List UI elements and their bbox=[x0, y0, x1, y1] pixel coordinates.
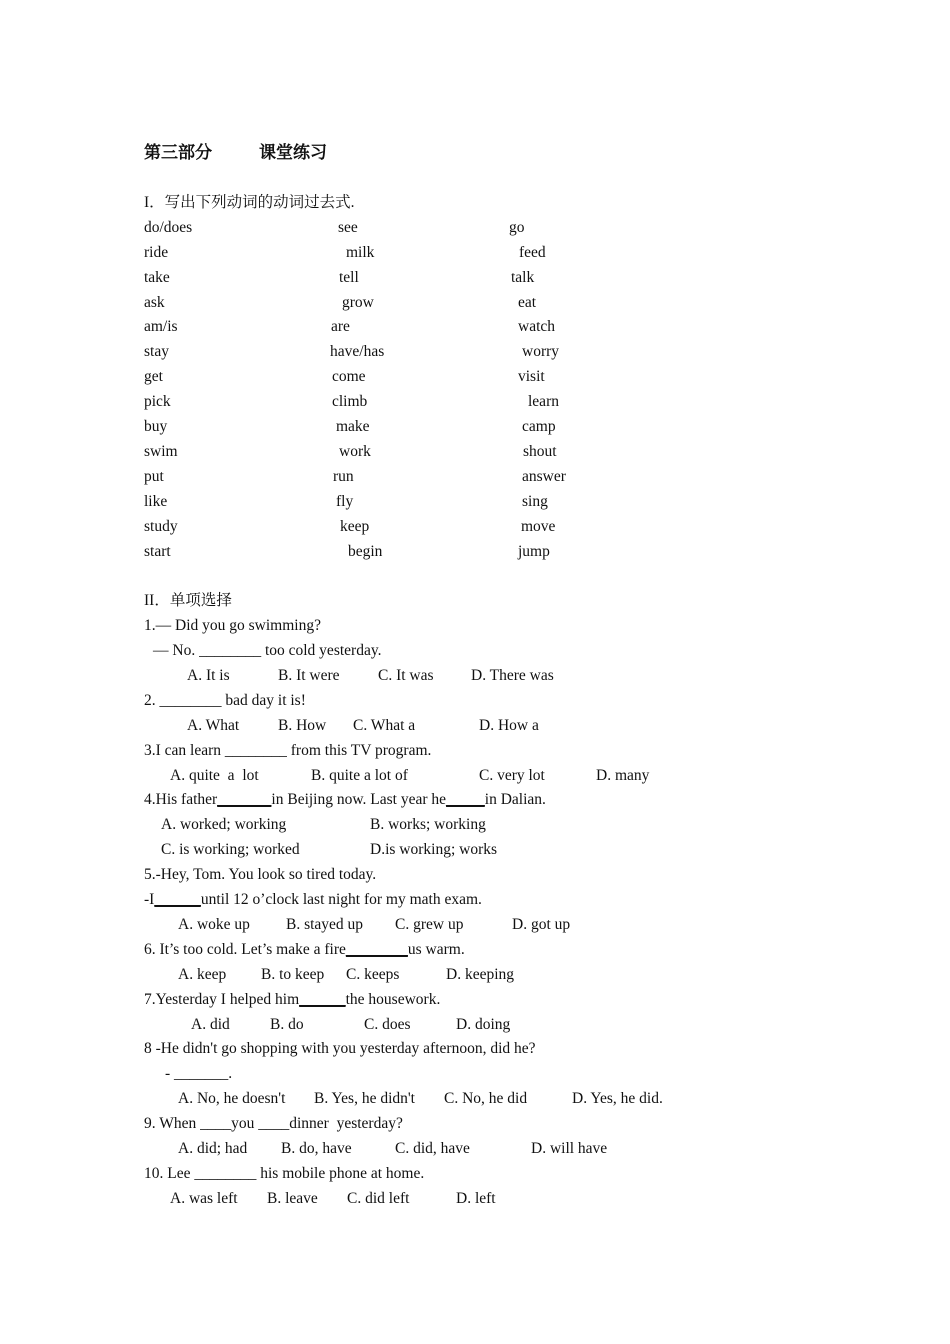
page-title: 课堂练习 bbox=[259, 143, 327, 163]
verb-cell: put bbox=[144, 468, 164, 485]
verb-cell: talk bbox=[511, 269, 535, 286]
verb-cell: watch bbox=[518, 318, 556, 335]
question-1-stem-2: — No. ________ too cold yesterday. bbox=[153, 642, 382, 659]
question-10-option-a: A. was left bbox=[170, 1190, 238, 1207]
question-7-text-2: the housework. bbox=[345, 991, 441, 1008]
question-7-text-1: 7.Yesterday I helped him bbox=[144, 991, 300, 1008]
verb-cell: grow bbox=[342, 294, 374, 311]
question-6-option-c: C. keeps bbox=[346, 966, 400, 983]
verb-cell: get bbox=[144, 368, 163, 385]
question-5-option-c: C. grew up bbox=[395, 916, 464, 933]
verb-cell: study bbox=[144, 518, 178, 535]
question-8-stem: 8 -He didn't go shopping with you yesterday afternoon, did he? bbox=[144, 1040, 536, 1057]
verb-cell: am/is bbox=[144, 318, 178, 335]
question-2-option-c: C. What a bbox=[353, 717, 416, 734]
question-5-text-1: -I bbox=[144, 891, 155, 908]
question-5-option-a: A. woke up bbox=[178, 916, 250, 933]
verb-cell: go bbox=[509, 219, 525, 236]
verb-cell: like bbox=[144, 493, 168, 510]
question-1-option-d: D. There was bbox=[471, 667, 554, 684]
question-7-option-a: A. did bbox=[191, 1016, 230, 1033]
question-5-stem: 5.-Hey, Tom. You look so tired today. bbox=[144, 866, 377, 883]
question-10-option-d: D. left bbox=[456, 1190, 496, 1207]
verb-cell: milk bbox=[346, 244, 375, 261]
question-6-option-d: D. keeping bbox=[446, 966, 515, 983]
verb-cell: take bbox=[144, 269, 170, 286]
verb-cell: begin bbox=[348, 543, 383, 560]
verb-cell: climb bbox=[332, 393, 368, 410]
question-10-stem: 10. Lee ________ his mobile phone at home. bbox=[144, 1165, 425, 1182]
question-6-option-a: A. keep bbox=[178, 966, 227, 983]
verb-cell: answer bbox=[522, 468, 566, 485]
question-10-option-b: B. leave bbox=[267, 1190, 318, 1207]
verb-cell: ask bbox=[144, 294, 165, 311]
question-4-option-b: B. works; working bbox=[370, 816, 486, 833]
question-7-stem bbox=[144, 990, 440, 1010]
verb-cell: visit bbox=[518, 368, 545, 385]
question-5-blank: ______ bbox=[154, 891, 201, 908]
verb-cell: buy bbox=[144, 418, 168, 435]
question-2-option-b: B. How bbox=[278, 717, 327, 734]
question-10-option-c: C. did left bbox=[347, 1190, 410, 1207]
question-8-option-b: B. Yes, he didn't bbox=[314, 1090, 415, 1107]
question-7-option-d: D. doing bbox=[456, 1016, 511, 1033]
verb-cell: do/does bbox=[144, 219, 193, 236]
question-8-stem-2: - _______. bbox=[165, 1065, 233, 1082]
question-4-text-2: in Beijing now. Last year he bbox=[271, 791, 447, 808]
question-6-option-b: B. to keep bbox=[261, 966, 325, 983]
question-4-text-3: in Dalian. bbox=[484, 791, 546, 808]
verb-cell: are bbox=[331, 318, 350, 335]
question-8-option-c: C. No, he did bbox=[444, 1090, 528, 1107]
verb-cell: run bbox=[333, 468, 354, 485]
question-3-stem: 3.I can learn ________ from this TV program. bbox=[144, 742, 432, 759]
question-4-option-a: A. worked; working bbox=[161, 816, 287, 833]
verb-cell: jump bbox=[518, 543, 550, 560]
question-8-option-a: A. No, he doesn't bbox=[178, 1090, 286, 1107]
verb-cell: have/has bbox=[330, 343, 385, 360]
verb-cell: tell bbox=[339, 269, 359, 286]
question-3-option-c: C. very lot bbox=[479, 767, 545, 784]
verb-cell: shout bbox=[523, 443, 557, 460]
question-5-option-b: B. stayed up bbox=[286, 916, 364, 933]
question-7-option-b: B. do bbox=[270, 1016, 304, 1033]
question-1-stem: 1.— Did you go swimming? bbox=[144, 617, 321, 634]
question-7-option-c: C. does bbox=[364, 1016, 411, 1033]
question-4-blank-2: _____ bbox=[446, 791, 485, 808]
verb-cell: work bbox=[339, 443, 371, 460]
question-8-option-d: D. Yes, he did. bbox=[572, 1090, 663, 1107]
question-3-option-b: B. quite a lot of bbox=[311, 767, 408, 784]
question-4-option-d: D.is working; works bbox=[370, 841, 498, 858]
question-5-stem-2 bbox=[144, 890, 482, 910]
verb-cell: stay bbox=[144, 343, 169, 360]
question-1-option-b: B. It were bbox=[278, 667, 340, 684]
question-2-option-a: A. What bbox=[187, 717, 240, 734]
question-6-blank: ________ bbox=[345, 941, 408, 958]
question-2-stem: 2. ________ bad day it is! bbox=[144, 692, 306, 709]
verb-cell: come bbox=[332, 368, 366, 385]
question-9-option-d: D. will have bbox=[531, 1140, 608, 1157]
verb-cell: pick bbox=[144, 393, 171, 410]
section-1-heading: I．写出下列动词的动词过去式. bbox=[144, 194, 355, 211]
question-9-option-a: A. did; had bbox=[178, 1140, 248, 1157]
verb-cell: worry bbox=[522, 343, 560, 360]
verb-cell: sing bbox=[522, 493, 548, 510]
question-6-text-2: us warm. bbox=[407, 941, 465, 958]
verb-cell: make bbox=[336, 418, 370, 435]
question-6-stem bbox=[144, 940, 465, 960]
question-1-option-a: A. It is bbox=[187, 667, 230, 684]
verb-cell: see bbox=[338, 219, 358, 236]
verb-cell: camp bbox=[522, 418, 556, 435]
verb-cell: swim bbox=[144, 443, 178, 460]
verb-cell: feed bbox=[519, 244, 546, 261]
question-5-option-d: D. got up bbox=[512, 916, 571, 933]
verb-cell: start bbox=[144, 543, 171, 560]
verb-cell: eat bbox=[518, 294, 537, 311]
verb-cell: move bbox=[521, 518, 556, 535]
question-3-option-a: A. quite a lot bbox=[170, 767, 259, 784]
question-6-text-1: 6. It’s too cold. Let’s make a fire bbox=[144, 941, 346, 958]
question-4-option-c: C. is working; worked bbox=[161, 841, 300, 858]
question-4-blank-1: _______ bbox=[217, 791, 272, 808]
question-1-option-c: C. It was bbox=[378, 667, 434, 684]
verb-cell: learn bbox=[528, 393, 559, 410]
question-5-text-2: until 12 o’clock last night for my math exam. bbox=[200, 891, 482, 908]
verb-cell: ride bbox=[144, 244, 169, 261]
verb-cell: keep bbox=[340, 518, 370, 535]
verb-cell: fly bbox=[336, 493, 354, 510]
question-9-stem: 9. When ____you ____dinner yesterday? bbox=[144, 1115, 403, 1132]
question-9-option-c: C. did, have bbox=[395, 1140, 470, 1157]
section-2-heading: II．单项选择 bbox=[144, 592, 232, 609]
question-9-option-b: B. do, have bbox=[281, 1140, 352, 1157]
question-4-text-1: 4.His father bbox=[144, 791, 218, 808]
part-label: 第三部分 bbox=[144, 143, 212, 163]
question-3-option-d: D. many bbox=[596, 767, 650, 784]
question-7-blank: ______ bbox=[299, 991, 346, 1008]
question-4-stem bbox=[144, 790, 546, 810]
question-2-option-d: D. How a bbox=[479, 717, 539, 734]
